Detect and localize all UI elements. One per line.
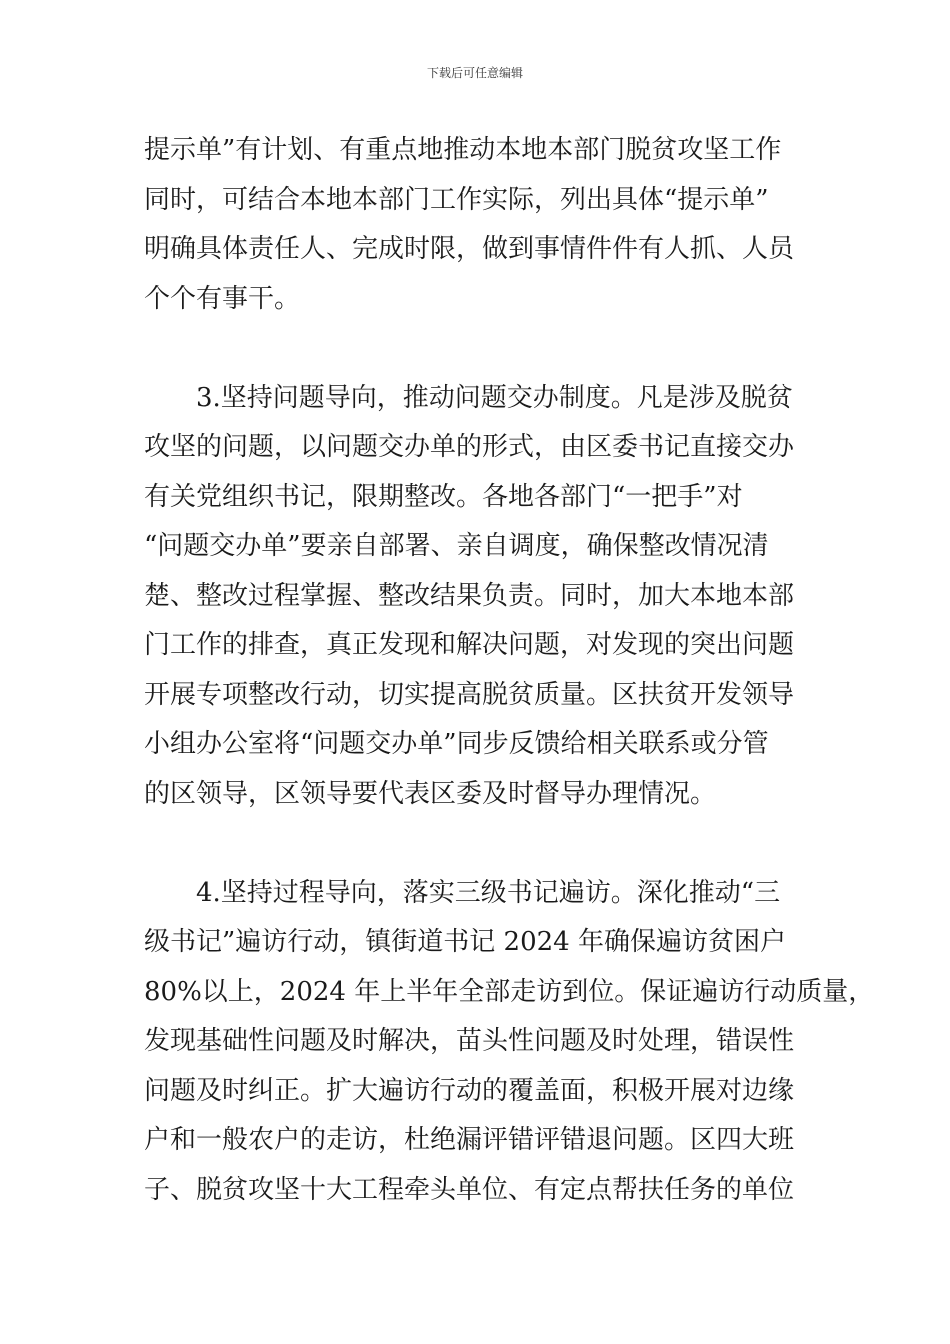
text-line: 问题及时纠正。扩大遍访行动的覆盖面，积极开展对边缘: [144, 1075, 795, 1106]
page-header-note: 下载后可任意编辑: [426, 66, 523, 80]
text-line: 同时，可结合本地本部门工作实际，列出具体“提示单”: [144, 184, 769, 215]
paragraph-3: [144, 869, 875, 1216]
text-line: 攻坚的问题，以问题交办单的形式，由区委书记直接交办: [144, 432, 795, 462]
paragraph-1: [144, 126, 834, 324]
text-line: 有关党组织书记，限期整改。各地各部门“一把手”对: [144, 481, 743, 512]
text-line: 级书记”遍访行动，镇街道书记 2024 年确保遍访贫困户: [144, 927, 786, 957]
document-body: [144, 126, 875, 1215]
paragraph-gap: [144, 324, 834, 374]
text-line: 小组办公室将“问题交办单”同步反馈给相关联系或分管: [144, 729, 769, 759]
text-line: 户和一般农户的走访，杜绝漏评错评错退问题。区四大班: [144, 1125, 795, 1155]
text-line-first: 3.坚持问题导向，推动问题交办制度。凡是涉及脱贫: [196, 382, 793, 413]
text-line: “问题交办单”要亲自部署、亲自调度，确保整改情况清: [144, 531, 769, 561]
text-line: 个个有事干。: [144, 283, 301, 314]
text-line: 80%以上，2024 年上半年全部走访到位。保证遍访行动质量，: [144, 976, 875, 1007]
text-line: 子、脱贫攻坚十大工程牵头单位、有定点帮扶任务的单位: [144, 1174, 795, 1205]
text-line: 发现基础性问题及时解决，苗头性问题及时处理，错误性: [144, 1026, 795, 1056]
text-line: 提示单”有计划、有重点地推动本地本部门脱贫攻坚工作: [144, 135, 782, 165]
text-line: 楚、整改过程掌握、整改结果负责。同时，加大本地本部: [144, 580, 795, 611]
paragraph-2: [144, 374, 834, 820]
text-line: 开展专项整改行动，切实提高脱贫质量。区扶贫开发领导: [144, 679, 795, 710]
text-line: 的区领导，区领导要代表区委及时督导办理情况。: [144, 778, 717, 809]
paragraph-gap: [144, 819, 834, 869]
text-line: 明确具体责任人、完成时限，做到事情件件有人抓、人员: [144, 234, 795, 264]
text-line-first: 4.坚持过程导向，落实三级书记遍访。深化推动“三: [196, 877, 781, 908]
text-line: 门工作的排查，真正发现和解决问题，对发现的突出问题: [144, 630, 795, 660]
